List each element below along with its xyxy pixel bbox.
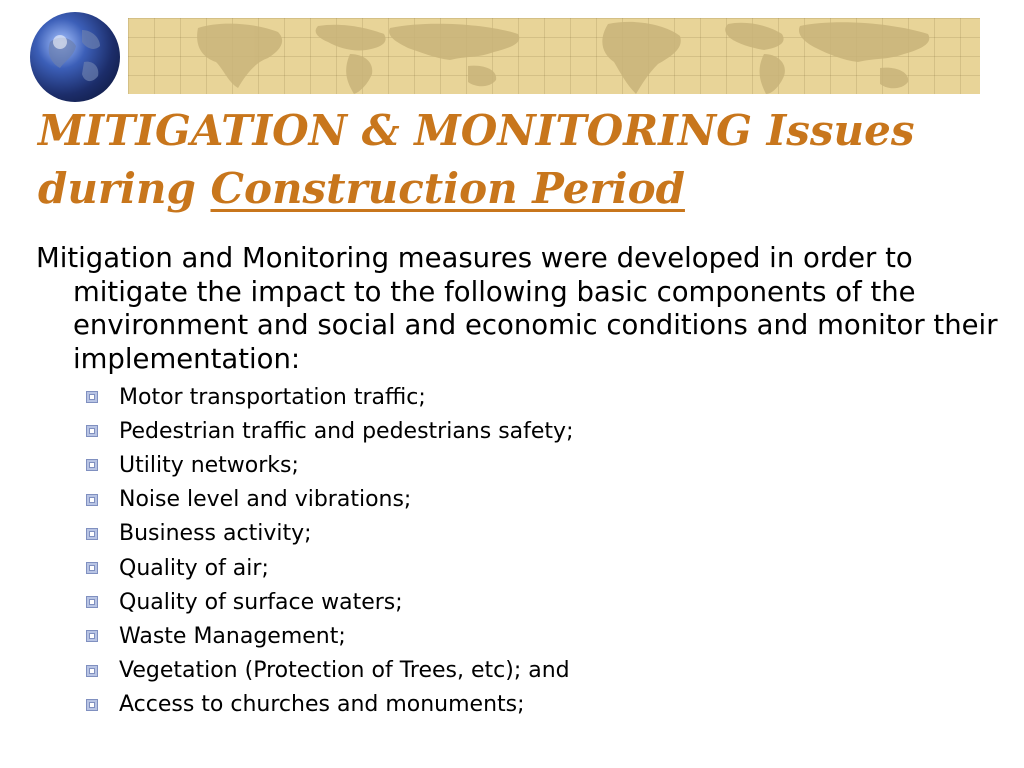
list-item bbox=[86, 619, 966, 653]
list-item-label: Business activity; bbox=[119, 521, 312, 547]
square-bullet-icon bbox=[86, 630, 98, 642]
square-bullet-icon bbox=[86, 494, 98, 506]
square-bullet-icon bbox=[86, 459, 98, 471]
list-item-label: Noise level and vibrations; bbox=[119, 487, 412, 513]
list-item-label: Quality of surface waters; bbox=[119, 589, 403, 615]
square-bullet-icon bbox=[86, 391, 98, 403]
square-bullet-icon bbox=[86, 528, 98, 540]
list-item-label: Access to churches and monuments; bbox=[119, 692, 525, 718]
globe-icon bbox=[30, 12, 120, 102]
list-item-label: Vegetation (Protection of Trees, etc); and bbox=[119, 658, 570, 684]
list-item bbox=[86, 551, 966, 585]
list-item-label: Motor transportation traffic; bbox=[119, 384, 426, 410]
list-item bbox=[86, 517, 966, 551]
list-item bbox=[86, 483, 966, 517]
list-item bbox=[86, 688, 966, 722]
list-item-label: Quality of air; bbox=[119, 555, 269, 581]
list-item bbox=[86, 414, 966, 448]
list-item bbox=[86, 585, 966, 619]
slide-title bbox=[38, 102, 978, 218]
title-line-2-prefix: during bbox=[38, 164, 211, 213]
square-bullet-icon bbox=[86, 562, 98, 574]
list-item bbox=[86, 654, 966, 688]
list-item-label: Waste Management; bbox=[119, 623, 346, 649]
world-map-icon bbox=[128, 18, 980, 94]
square-bullet-icon bbox=[86, 699, 98, 711]
world-map-banner bbox=[128, 18, 980, 94]
list-item-label: Pedestrian traffic and pedestrians safety; bbox=[119, 418, 574, 444]
square-bullet-icon bbox=[86, 425, 98, 437]
intro-paragraph: Mitigation and Monitoring measures were developed in order to mitigate the impact to the following basic components of the environment and social and economic conditions and monitor their implementation: bbox=[36, 242, 998, 375]
list-item bbox=[86, 448, 966, 482]
components-list bbox=[86, 380, 966, 722]
square-bullet-icon bbox=[86, 665, 98, 677]
title-line-2-underlined: Construction Period bbox=[210, 164, 685, 213]
list-item-label: Utility networks; bbox=[119, 452, 299, 478]
title-line-1: MITIGATION & MONITORING Issues bbox=[38, 106, 915, 155]
square-bullet-icon bbox=[86, 596, 98, 608]
list-item bbox=[86, 380, 966, 414]
